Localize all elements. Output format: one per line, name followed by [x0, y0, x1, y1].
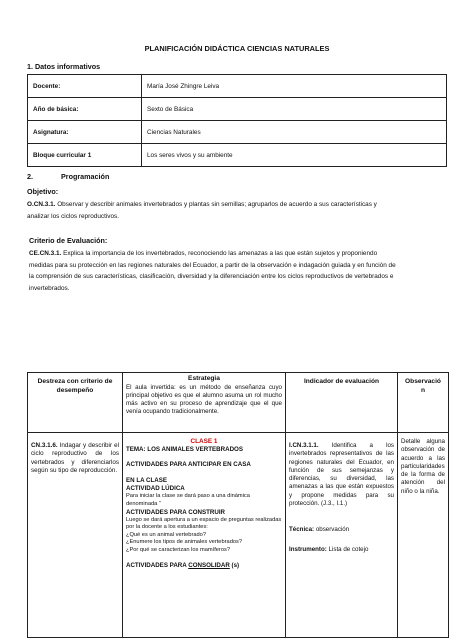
header-observacion-line-1: Observació — [405, 378, 441, 385]
info-key: Docente: — [28, 75, 142, 98]
objetivo-line-2: analizar los ciclos reproductivos. — [27, 212, 119, 220]
objetivo-label: Objetivo: — [27, 187, 59, 196]
observacion-cell: Detalle alguna observación de acuerdo a las particularidades de la forma de atención del niño o la niña. — [401, 438, 445, 495]
objetivo-code: O.CN.3.1. — [27, 201, 56, 208]
table-row — [28, 433, 449, 638]
ludica-text: Para iniciar la clase se dará paso a una dinámica denominada “ — [126, 493, 250, 507]
info-value: María José Zhingre Leiva — [142, 75, 447, 98]
criterio-text — [29, 248, 454, 294]
section-heading-datos: 1. Datos informativos — [27, 62, 101, 71]
header-estrategia: Estrategia — [188, 375, 220, 382]
header-indicador: Indicador de evaluación — [303, 378, 380, 385]
destreza-text: Indagar y describir el ciclo reproductivo de los vertebrados y diferenciarlos según su tipo de reproducción. — [31, 442, 119, 474]
consolidar-suffix: (s) — [229, 561, 240, 569]
info-key: Asignatura: — [28, 121, 142, 144]
instrumento-line — [289, 546, 394, 554]
anticipar-heading: ACTIVIDADES PARA ANTICIPAR EN CASA — [126, 461, 251, 469]
construir-text: Luego se dará apertura a un espacio de preguntas realizadas por la docente a los estudiantes: — [126, 516, 282, 531]
criterio-line-2: medidas para su protección en las regiones naturales del Ecuador, a partir de la observación e indagación guiada y en función de — [29, 261, 396, 269]
objetivo-text — [27, 199, 452, 222]
info-key: Año de básica: — [28, 98, 142, 121]
indicador-code: I.CN.3.1.1. — [289, 442, 319, 449]
estrategia-note: El aula invertida: es un método de enseñanza cuyo principal objetivo es que el alumno asuma un rol mucho más activo en su proceso de aprendizaje que el que venía ocupando tradicionalmente. — [126, 383, 282, 416]
info-row — [28, 121, 447, 144]
en-clase-heading: EN LA CLASE — [126, 477, 168, 485]
info-row — [28, 75, 447, 98]
question-item: ¿Por qué se caracterizan los mamíferos? — [126, 547, 230, 554]
tecnica-line — [289, 526, 394, 534]
info-value: Sexto de Básica — [142, 98, 447, 121]
construir-heading: ACTIVIDADES PARA CONSTRUIR — [126, 508, 226, 516]
info-row — [28, 98, 447, 121]
instrumento-label: Instrumento: — [289, 546, 327, 554]
section-heading-programacion-number: 2. — [27, 172, 33, 181]
ludica-heading: ACTIVIDAD LÚDICA — [126, 485, 185, 493]
planning-table — [27, 372, 449, 638]
consolidar-word: CONSOLIDAR — [188, 561, 230, 569]
destreza-cell — [31, 442, 119, 475]
consolidar-heading — [126, 562, 282, 570]
info-row — [28, 144, 447, 167]
tecnica-value: observación — [314, 526, 350, 534]
criterio-code: CE.CN.3.1. — [29, 250, 62, 257]
indicador-text: Identifica a los invertebrados representativos de las regiones naturales del Ecuador, en función de sus semejanzas y diferencias, su diversidad, las amenazas a las que están expuestos y propone medidas para su protección. (J.3., I.1.) — [289, 442, 394, 508]
page-title: PLANIFICACIÓN DIDÁCTICA CIENCIAS NATURALES — [144, 44, 330, 53]
criterio-line-4: invertebrados. — [29, 284, 70, 292]
header-destreza: Destreza con criterio de desempeño — [37, 378, 113, 394]
consolidar-prefix: ACTIVIDADES PARA — [126, 561, 189, 569]
header-observacion-line-2: n — [420, 386, 426, 394]
question-item: ¿Enumere los tipos de animales vertebrados? — [126, 539, 243, 546]
info-table — [27, 74, 447, 167]
objetivo-line-1: Observar y describir animales invertebrados y plantas sin semillas; agruparlos de acuerdo a sus características y — [55, 201, 377, 208]
table-header-row — [28, 373, 449, 433]
instrumento-value: Lista de cotejo — [326, 546, 369, 554]
info-key: Bloque curricular 1 — [28, 144, 142, 167]
criterio-line-1: Explica la importancia de los invertebrados, reconociendo las amenazas a las que están sujetos y proponiendo — [61, 250, 378, 257]
section-heading-programacion: Programación — [61, 172, 110, 181]
criterio-line-3: la comprensión de sus características, clasificación, diversidad y la diferenciación entre los ciclos reproductivos de vertebrados e — [29, 273, 394, 280]
header-observacion — [401, 378, 445, 395]
question-item: ¿Qué es un animal vertebrado? — [126, 531, 206, 538]
indicador-cell — [289, 442, 394, 508]
info-value: Ciencias Naturales — [142, 121, 447, 144]
tema-label: TEMA: LOS ANIMALES VERTEBRADOS — [126, 446, 243, 453]
info-value: Los seres vivos y su ambiente — [142, 144, 447, 167]
criterio-label: Criterio de Evaluación: — [29, 236, 108, 245]
tecnica-label: Técnica: — [289, 526, 315, 534]
destreza-code: CN.3.1.6. — [31, 442, 58, 449]
clase-label: CLASE 1 — [190, 438, 218, 445]
